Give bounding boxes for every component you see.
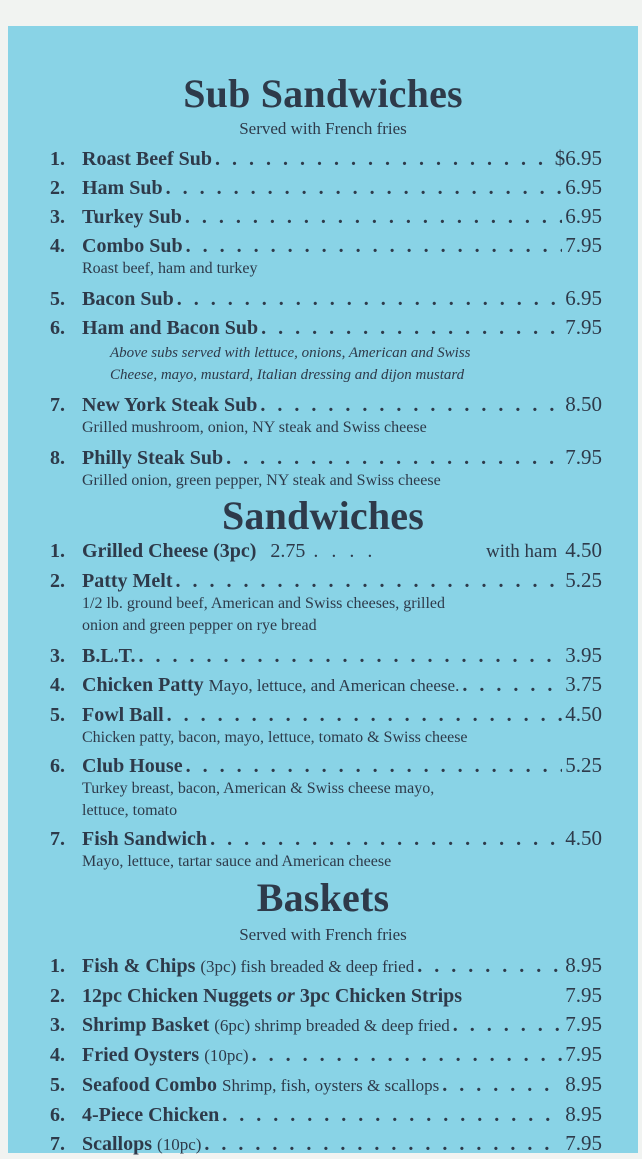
or-label: or bbox=[277, 985, 295, 1007]
subs-note-line: Above subs served with lettuce, onions, American and Swiss bbox=[110, 345, 471, 361]
dot-leader bbox=[260, 391, 562, 419]
item-description: lettuce, tomato bbox=[82, 802, 178, 819]
menu-item bbox=[50, 144, 602, 173]
item-number: 3. bbox=[50, 206, 65, 228]
dot-leader bbox=[453, 1011, 562, 1039]
menu-item bbox=[50, 313, 602, 386]
item-price: 7.95 bbox=[565, 983, 602, 1007]
item-inline-description: (10pc) bbox=[204, 1046, 249, 1065]
dot-leader bbox=[185, 203, 562, 231]
menu-item bbox=[50, 670, 602, 700]
menu-item bbox=[50, 443, 602, 492]
item-name: 4-Piece Chicken bbox=[82, 1104, 220, 1126]
menu-item bbox=[50, 536, 602, 566]
item-price: 2.75 bbox=[270, 540, 306, 562]
item-price: 6.95 bbox=[565, 204, 602, 228]
item-price: 7.95 bbox=[565, 445, 602, 469]
item-name: 3pc Chicken Strips bbox=[299, 985, 463, 1007]
menu-page bbox=[8, 26, 638, 1153]
menu-item bbox=[50, 700, 602, 749]
sub-sandwiches-list bbox=[50, 144, 602, 492]
dot-leader bbox=[177, 285, 563, 313]
item-price: 7.95 bbox=[565, 315, 602, 339]
sub-sandwiches-subtitle: Served with French fries bbox=[239, 119, 407, 138]
dot-leader bbox=[139, 642, 563, 670]
item-price: 3.75 bbox=[565, 672, 602, 696]
baskets-subtitle: Served with French fries bbox=[239, 925, 407, 944]
item-number: 5. bbox=[50, 704, 65, 726]
item-description: Chicken patty, bacon, mayo, lettuce, tomato & Swiss cheese bbox=[82, 729, 468, 746]
item-number: 3. bbox=[50, 645, 65, 667]
dot-leader bbox=[176, 567, 563, 595]
item-number: 4. bbox=[50, 235, 65, 257]
item-number: 7. bbox=[50, 828, 65, 850]
item-name: 12pc Chicken Nuggets bbox=[82, 985, 273, 1007]
baskets-title: Baskets bbox=[256, 875, 390, 920]
dot-leader bbox=[186, 232, 563, 260]
item-price: 8.95 bbox=[565, 1102, 602, 1126]
menu-item bbox=[50, 390, 602, 439]
item-number: 6. bbox=[50, 1104, 65, 1126]
item-price: 4.50 bbox=[565, 538, 602, 562]
item-inline-description: Shrimp, fish, oysters & scallops bbox=[222, 1076, 440, 1095]
menu-item bbox=[50, 231, 602, 280]
item-price: 5.25 bbox=[565, 753, 602, 777]
item-number: 5. bbox=[50, 288, 65, 310]
item-price: 4.50 bbox=[565, 702, 602, 726]
item-description: 1/2 lb. ground beef, American and Swiss cheeses, grilled bbox=[82, 595, 446, 612]
item-name: Patty Melt bbox=[82, 570, 173, 592]
item-number: 4. bbox=[50, 1044, 65, 1066]
item-name: Roast Beef Sub bbox=[82, 148, 213, 170]
menu-item bbox=[50, 1100, 602, 1129]
item-number: 6. bbox=[50, 755, 65, 777]
item-description: Turkey breast, bacon, American & Swiss cheese mayo, bbox=[82, 780, 435, 797]
menu-item bbox=[50, 981, 602, 1010]
item-name: Bacon Sub bbox=[82, 288, 174, 310]
item-number: 5. bbox=[50, 1074, 65, 1096]
dot-leader bbox=[417, 952, 562, 980]
item-name: Chicken Patty bbox=[82, 674, 204, 696]
item-price: $6.95 bbox=[554, 146, 602, 170]
item-price: 7.95 bbox=[565, 1012, 602, 1036]
item-name: Shrimp Basket bbox=[82, 1014, 210, 1036]
item-name: Ham Sub bbox=[82, 177, 163, 199]
item-price: 8.50 bbox=[565, 392, 602, 416]
baskets-list bbox=[50, 951, 602, 1159]
dot-leader bbox=[210, 825, 562, 853]
item-number: 2. bbox=[50, 985, 65, 1007]
sandwiches-title: Sandwiches bbox=[221, 493, 425, 538]
dot-leader bbox=[222, 1101, 562, 1129]
item-name: Fish & Chips bbox=[82, 955, 196, 977]
item-number: 1. bbox=[50, 955, 65, 977]
item-number: 4. bbox=[50, 674, 65, 696]
item-name: Grilled Cheese (3pc) bbox=[82, 540, 257, 562]
menu-item bbox=[50, 1070, 602, 1100]
item-number: 8. bbox=[50, 447, 65, 469]
menu-item bbox=[50, 1129, 602, 1159]
item-description: Grilled onion, green pepper, NY steak and Swiss cheese bbox=[82, 472, 441, 489]
item-description: Mayo, lettuce, tartar sauce and American cheese bbox=[82, 853, 392, 870]
dot-leader: . . . . bbox=[313, 540, 377, 562]
menu-item bbox=[50, 1040, 602, 1070]
item-name: Combo Sub bbox=[82, 235, 183, 257]
menu-item bbox=[50, 173, 602, 202]
item-price: 7.95 bbox=[565, 233, 602, 257]
item-name: Ham and Bacon Sub bbox=[82, 317, 259, 339]
item-number: 3. bbox=[50, 1014, 65, 1036]
item-number: 7. bbox=[50, 1133, 65, 1155]
item-price: 7.95 bbox=[565, 1131, 602, 1155]
item-inline-description: (10pc) bbox=[157, 1135, 202, 1154]
item-description: Grilled mushroom, onion, NY steak and Swiss cheese bbox=[82, 419, 427, 436]
item-number: 2. bbox=[50, 570, 65, 592]
menu-item bbox=[50, 566, 602, 637]
item-description: onion and green pepper on rye bread bbox=[82, 617, 317, 634]
dot-leader bbox=[226, 444, 562, 472]
item-description: Roast beef, ham and turkey bbox=[82, 260, 258, 277]
dot-leader bbox=[166, 174, 563, 202]
item-inline-description: Mayo, lettuce, and American cheese. bbox=[208, 676, 460, 695]
sub-sandwiches-title: Sub Sandwiches bbox=[183, 71, 463, 116]
item-name: Fried Oysters bbox=[82, 1044, 200, 1066]
sandwiches-list bbox=[50, 536, 602, 873]
item-name: Scallops bbox=[82, 1133, 153, 1155]
menu-item bbox=[50, 751, 602, 822]
item-name: Fowl Ball bbox=[82, 704, 164, 726]
item-price: 4.50 bbox=[565, 826, 602, 850]
item-name: New York Steak Sub bbox=[82, 394, 258, 416]
item-name: Fish Sandwich bbox=[82, 828, 208, 850]
item-number: 6. bbox=[50, 317, 65, 339]
subs-note-line: Cheese, mayo, mustard, Italian dressing and dijon mustard bbox=[110, 367, 465, 383]
item-name: Seafood Combo bbox=[82, 1074, 218, 1096]
item-number: 2. bbox=[50, 177, 65, 199]
item-number: 1. bbox=[50, 148, 65, 170]
menu-item bbox=[50, 284, 602, 313]
item-name: Philly Steak Sub bbox=[82, 447, 224, 469]
item-price: 5.25 bbox=[565, 568, 602, 592]
menu-item bbox=[50, 641, 602, 670]
item-price: 8.95 bbox=[565, 953, 602, 977]
dot-leader bbox=[252, 1041, 563, 1069]
dot-leader bbox=[215, 145, 552, 173]
with-ham-label: with ham bbox=[486, 541, 558, 562]
dot-leader bbox=[186, 752, 563, 780]
item-price: 6.95 bbox=[565, 286, 602, 310]
item-number: 1. bbox=[50, 540, 65, 562]
item-price: 7.95 bbox=[565, 1042, 602, 1066]
menu-item bbox=[50, 1010, 602, 1040]
dot-leader bbox=[442, 1071, 562, 1099]
dot-leader bbox=[261, 314, 562, 342]
item-name: Club House bbox=[82, 755, 183, 777]
dot-leader bbox=[204, 1130, 562, 1158]
item-name: B.L.T. bbox=[82, 645, 136, 667]
item-inline-description: (3pc) fish breaded & deep fried bbox=[200, 957, 415, 976]
menu-item bbox=[50, 202, 602, 231]
item-price: 3.95 bbox=[565, 643, 602, 667]
item-name: Turkey Sub bbox=[82, 206, 182, 228]
menu-item bbox=[50, 824, 602, 873]
item-inline-description: (6pc) shrimp breaded & deep fried bbox=[214, 1016, 450, 1035]
dot-leader bbox=[167, 701, 563, 729]
item-price: 6.95 bbox=[565, 175, 602, 199]
dot-leader bbox=[462, 671, 562, 699]
item-number: 7. bbox=[50, 394, 65, 416]
item-price: 8.95 bbox=[565, 1072, 602, 1096]
menu-item bbox=[50, 951, 602, 981]
